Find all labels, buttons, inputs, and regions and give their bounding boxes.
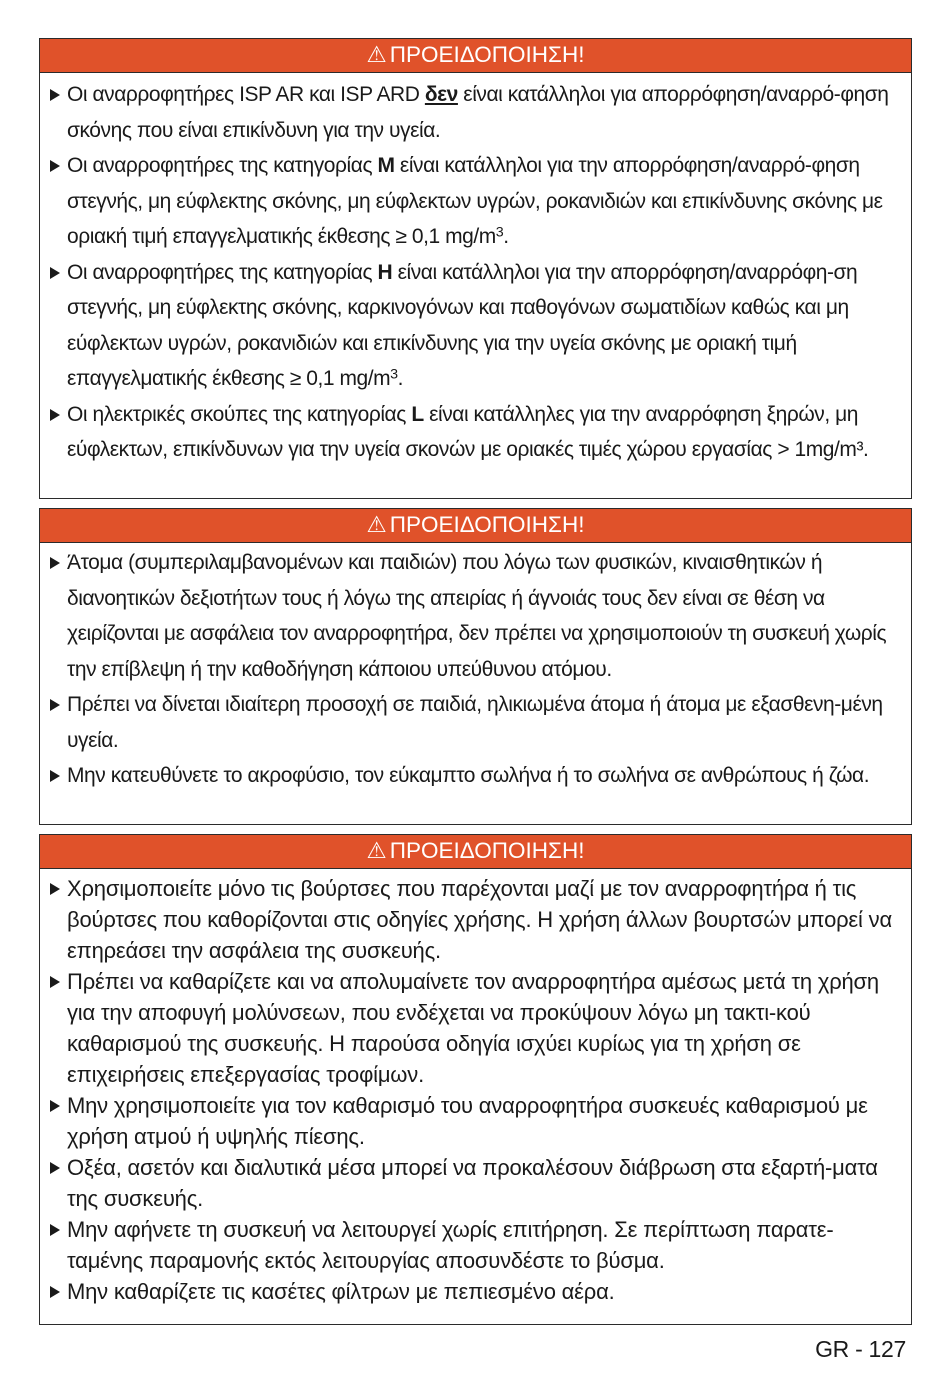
warning-title: ΠΡΟΕΙΔΟΠΟΙΗΣΗ!: [389, 512, 585, 537]
item-category: M: [377, 154, 395, 177]
item-text: Πρέπει να καθαρίζετε και να απολυμαίνετε τον αναρροφητήρα αμέσως μετά τη χρήση για την αποφυγή μολύνσεων, που ενδέχεται να προκύψουν λόγω μη τακτι-κού καθαρισμού της συσκευής. Η παρούσα οδηγία ισχύει κυρίως για τη χρήση σε επιχειρήσεις επεξεργασίας τροφίμων.: [67, 969, 879, 1087]
list-item: [48, 758, 907, 794]
bullet-triangle-icon: [50, 557, 60, 569]
list-item: [48, 966, 907, 1090]
bullet-triangle-icon: [50, 1162, 60, 1174]
bullet-triangle-icon: [50, 89, 60, 101]
bullet-triangle-icon: [50, 1100, 60, 1112]
list-item: [48, 1214, 907, 1276]
bullet-triangle-icon: [50, 1286, 60, 1298]
item-text: είναι κατάλληλες για την αναρρόφηση ξηρών, μη εύφλεκτων, επικίνδυνων για την υγεία σκονών με οριακές τιμές χώρου εργασίας > 1mg/m³.: [67, 402, 869, 461]
item-text: Μην αφήνετε τη συσκευή να λειτουργεί χωρίς επιτήρηση. Σε περίπτωση παρατε-ταμένης παραμονής εκτός λειτουργίας αποσυνδέστε το βύσμα.: [67, 1217, 834, 1273]
list-item: [48, 255, 907, 397]
item-text: Οξέα, ασετόν και διαλυτικά μέσα μπορεί να προκαλέσουν διάβρωση στα εξαρτή-ματα της συσκευής.: [67, 1155, 878, 1211]
warning-list: [40, 543, 911, 794]
warning-title: ΠΡΟΕΙΔΟΠΟΙΗΣΗ!: [389, 42, 585, 67]
item-text: Οι αναρροφητήρες της κατηγορίας: [67, 260, 378, 284]
warning-header: [40, 835, 911, 869]
list-item: [48, 873, 907, 966]
warning-title: ΠΡΟΕΙΔΟΠΟΙΗΣΗ!: [389, 838, 585, 863]
bullet-triangle-icon: [50, 409, 60, 421]
list-item: [48, 1152, 907, 1214]
item-text: Μην κατευθύνετε το ακροφύσιο, τον εύκαμπτο σωλήνα ή το σωλήνα σε ανθρώπους ή ζώα.: [67, 764, 870, 787]
warning-triangle-icon: ⚠: [366, 838, 387, 863]
item-text: είναι κατάλληλοι για απορρόφηση/αναρρό-φηση σκόνης που είναι επικίνδυνη για την υγεία.: [67, 83, 889, 142]
bullet-triangle-icon: [50, 770, 60, 782]
warning-box-2: [39, 508, 912, 825]
item-text: Οι ηλεκτρικές σκούπες της κατηγορίας: [67, 402, 412, 426]
list-item: [48, 397, 907, 468]
bullet-triangle-icon: [50, 699, 60, 711]
list-item: [48, 148, 907, 255]
item-emphasis: δεν: [424, 83, 458, 106]
page-number: GR - 127: [815, 1336, 906, 1362]
list-item: [48, 1276, 907, 1307]
warning-triangle-icon: ⚠: [366, 512, 387, 537]
warning-triangle-icon: ⚠: [366, 42, 387, 67]
item-text: Άτομα (συμπεριλαμβανομένων και παιδιών) που λόγω των φυσικών, κιναισθητικών ή διανοητικών δεξιοτήτων τους ή λόγω της απειρίας ή άγνοιάς τους δεν είναι σε θέση να χειρίζονται με ασφάλεια τον αναρροφητήρα, δεν πρέπει να χρησιμοποιούν τη συσκευή χωρίς την επίβλεψη ή την καθοδήγηση κάποιου υπεύθυνου ατόμου.: [67, 551, 887, 681]
list-item: [48, 687, 907, 758]
item-text: Οι αναρροφητήρες ISP AR και ISP ARD: [67, 83, 425, 106]
item-category: L: [411, 402, 424, 426]
item-text: Μην καθαρίζετε τις κασέτες φίλτρων με πεπιεσμένο αέρα.: [67, 1279, 615, 1304]
item-text: Οι αναρροφητήρες της κατηγορίας: [67, 154, 378, 177]
bullet-triangle-icon: [50, 976, 60, 988]
list-item: [48, 1090, 907, 1152]
warning-header: [40, 509, 911, 543]
warning-header: [40, 39, 911, 73]
warning-list: [40, 73, 911, 468]
item-superscript: 3: [495, 224, 504, 241]
item-category: H: [377, 260, 393, 284]
bullet-triangle-icon: [50, 267, 60, 279]
item-text: .: [397, 367, 404, 390]
bullet-triangle-icon: [50, 1224, 60, 1236]
bullet-triangle-icon: [50, 160, 60, 172]
item-text: είναι κατάλληλοι για την απορρόφηση/αναρρόφη-ση στεγνής, μη εύφλεκτης σκόνης, καρκινογόνων και παθογόνων σωματιδίων καθώς και μη εύφλεκτων υγρών, ροκανιδιών και επικίνδυνης για την υγεία σκόνης με οριακή τιμή επαγγελματικής έκθεσης ≥ 0,1 mg/m: [67, 260, 858, 390]
list-item: [48, 545, 907, 687]
warning-box-1: [39, 38, 912, 499]
warning-box-3: [39, 834, 912, 1325]
bullet-triangle-icon: [50, 883, 60, 895]
item-text: .: [503, 225, 509, 248]
item-superscript: 3: [390, 366, 398, 383]
item-text: είναι κατάλληλοι για την απορρόφηση/αναρρό-φηση στεγνής, μη εύφλεκτης σκόνης, μη εύφλεκτων υγρών, ροκανιδιών και επικίνδυνης σκόνης με οριακή τιμή επαγγελματικής έκθεσης ≥ 0,1 mg/m: [67, 154, 883, 248]
item-text: Πρέπει να δίνεται ιδιαίτερη προσοχή σε παιδιά, ηλικιωμένα άτομα ή άτομα με εξασθενη-μένη υγεία.: [67, 693, 883, 752]
item-text: Μην χρησιμοποιείτε για τον καθαρισμό του αναρροφητήρα συσκευές καθαρισμού με χρήση ατμού ή υψηλής πίεσης.: [67, 1093, 868, 1149]
warning-list: [40, 869, 911, 1307]
item-text: Χρησιμοποιείτε μόνο τις βούρτσες που παρέχονται μαζί με τον αναρροφητήρα ή τις βούρτσες που καθορίζονται στις οδηγίες χρήσης. Η χρήση άλλων βουρτσών μπορεί να επηρεάσει την ασφάλεια της συσκευής.: [67, 876, 892, 963]
list-item: [48, 77, 907, 148]
